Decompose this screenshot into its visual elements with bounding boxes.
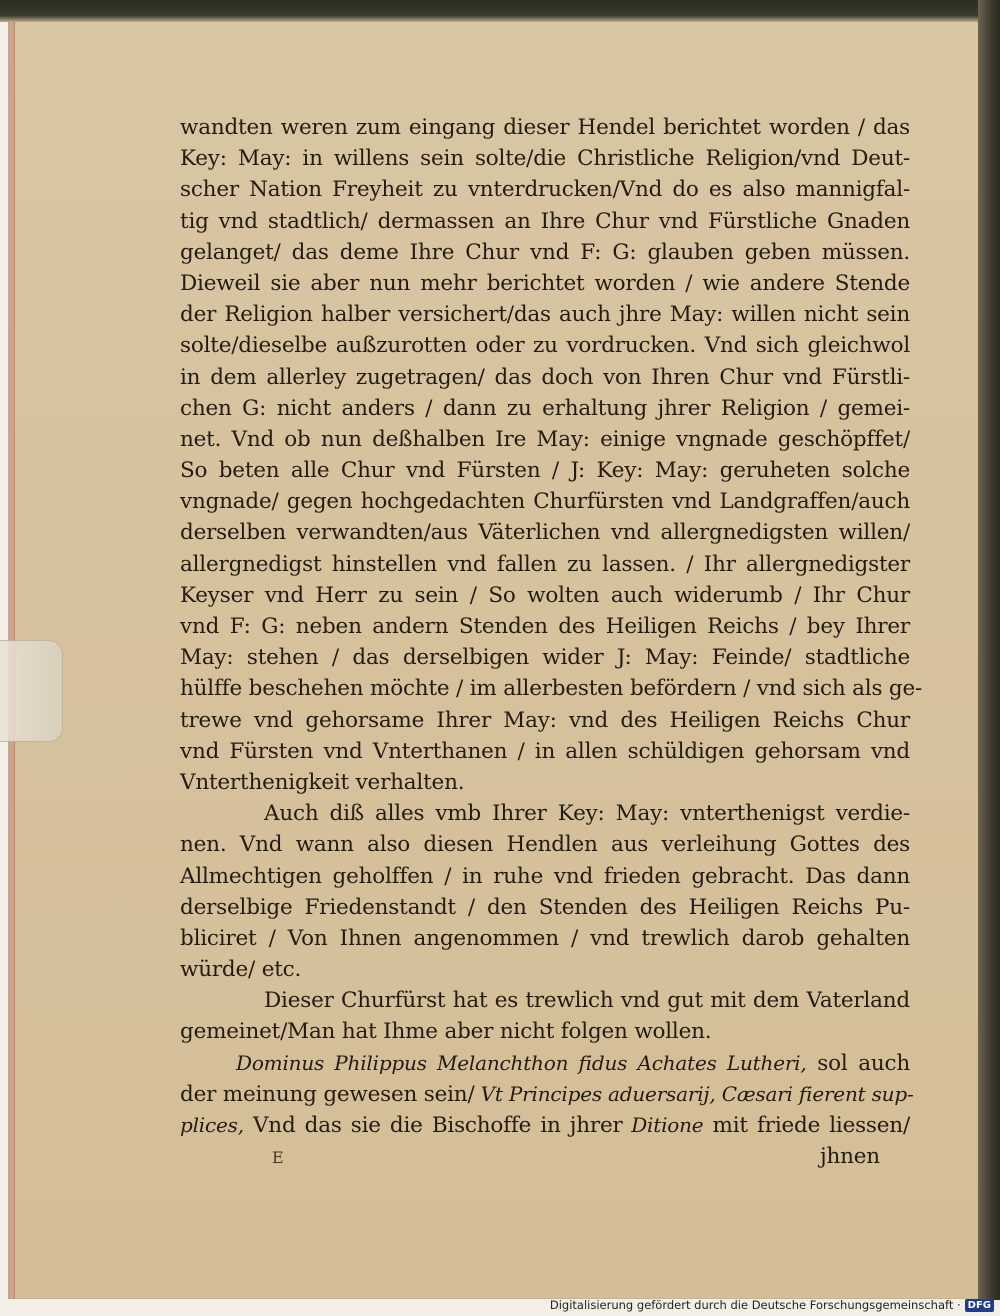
text-line: Dieser Churfürst hat es trewlich vnd gut mit dem Vaterland: [264, 988, 910, 1014]
german-text: mit friede liessen/: [703, 1113, 910, 1138]
latin-text: plices,: [180, 1113, 244, 1137]
dfg-logo: DFG: [965, 1299, 994, 1312]
text-line: nen. Vnd wann also diesen Hendlen aus verleihung Gottes des: [180, 832, 910, 858]
text-line: bliciret / Von Ihnen angenommen / vnd trewlich darob gehalten: [180, 925, 910, 951]
text-line: Key: May: in willens sein solte/die Christliche Religion/vnd Deut-: [180, 146, 910, 172]
german-text: der meinung gewesen sein/: [180, 1081, 475, 1107]
text-line: vnd F: G: neben andern Stenden des Heiligen Reichs / bey Ihrer: [180, 614, 910, 639]
page-clip-tab: [0, 640, 63, 742]
text-line: [180, 1079, 914, 1110]
text-line: [180, 1110, 910, 1141]
text-line: Allmechtigen geholffen / in ruhe vnd frieden gebracht. Das dann: [180, 863, 910, 889]
text-line: Auch diß alles vmb Ihrer Key: May: vnterthenigst verdie-: [264, 801, 910, 827]
text-line: scher Nation Freyheit zu vnterdrucken/Vnd do es also mannigfal-: [180, 177, 910, 203]
text-line: würde/ etc.: [180, 957, 302, 983]
page-text: [180, 112, 923, 1172]
text-line: solte/dieselbe außzurotten oder zu vordrucken. Vnd sich gleichwol: [180, 333, 910, 359]
german-text: Vnd das sie die Bischoffe in jhrer: [243, 1113, 623, 1138]
text-line: in dem allerley zugetragen/ das doch von Ihren Chur vnd Fürstli-: [180, 364, 910, 390]
book-spine: [978, 0, 1000, 1300]
text-line: wandten weren zum eingang dieser Hendel berichtet worden / das: [180, 115, 910, 140]
digitization-footer: [550, 1298, 994, 1312]
text-line: trewe vnd gehorsame Ihrer May: vnd des Heiligen Reichs Chur: [180, 707, 910, 733]
text-line: May: stehen / das derselbigen wider J: May: Feinde/ stadtliche: [180, 645, 910, 671]
text-line: [180, 1048, 910, 1079]
latin-text: Vt Principes aduersarij, Cæsari fierent sup-: [474, 1081, 914, 1106]
catchword: jhnen: [820, 1144, 880, 1170]
text-line: Keyser vnd Herr zu sein / So wolten auch widerumb / Ihr Chur: [180, 582, 910, 608]
signature-mark: E: [272, 1148, 284, 1167]
text-line: vngnade/ gegen hochgedachten Churfürsten vnd Landgraffen/auch: [180, 489, 910, 515]
text-line: der Religion halber versichert/das auch jhre May: willen nicht sein: [180, 302, 910, 328]
german-text: sol auch: [806, 1050, 910, 1076]
text-line: vnd Fürsten vnd Vnterthanen / in allen schüldigen gehorsam vnd: [180, 738, 910, 764]
text-line: derselbige Friedenstandt / den Stenden des Heiligen Reichs Pu-: [180, 894, 910, 920]
text-line: tig vnd stadtlich/ dermassen an Ihre Chur vnd Fürstliche Gnaden: [180, 208, 910, 234]
scan-top-edge: [0, 0, 1000, 22]
text-line: Vnterthenigkeit verhalten.: [180, 769, 465, 795]
text-line: allergnedigst hinstellen vnd fallen zu lassen. / Ihr allergnedigster: [180, 551, 910, 577]
latin-text: Ditione: [622, 1113, 704, 1137]
text-line: hülffe beschehen möchte / im allerbesten befördern / vnd sich als ge-: [180, 676, 923, 702]
footer-text: Digitalisierung gefördert durch die Deutsche Forschungsgemeinschaft ·: [549, 1298, 961, 1312]
text-line: gelanget/ das deme Ihre Chur vnd F: G: glauben geben müssen.: [180, 239, 910, 265]
latin-text: Dominus Philippus Melanchthon fidus Achates Lutheri,: [236, 1050, 807, 1075]
text-line: chen G: nicht anders / dann zu erhaltung jhrer Religion / gemei-: [180, 395, 910, 421]
text-line: So beten alle Chur vnd Fürsten / J: Key: May: geruheten solche: [180, 458, 910, 484]
text-line: derselben verwandten/aus Väterlichen vnd allergnedigsten willen/: [180, 520, 910, 546]
text-line: Dieweil sie aber nun mehr berichtet worden / wie andere Stende: [180, 270, 910, 296]
text-line: net. Vnd ob nun deßhalben Ire May: einige vngnade geschöpffet/: [180, 426, 910, 452]
text-line: gemeinet/Man hat Ihme aber nicht folgen wollen.: [180, 1019, 712, 1045]
